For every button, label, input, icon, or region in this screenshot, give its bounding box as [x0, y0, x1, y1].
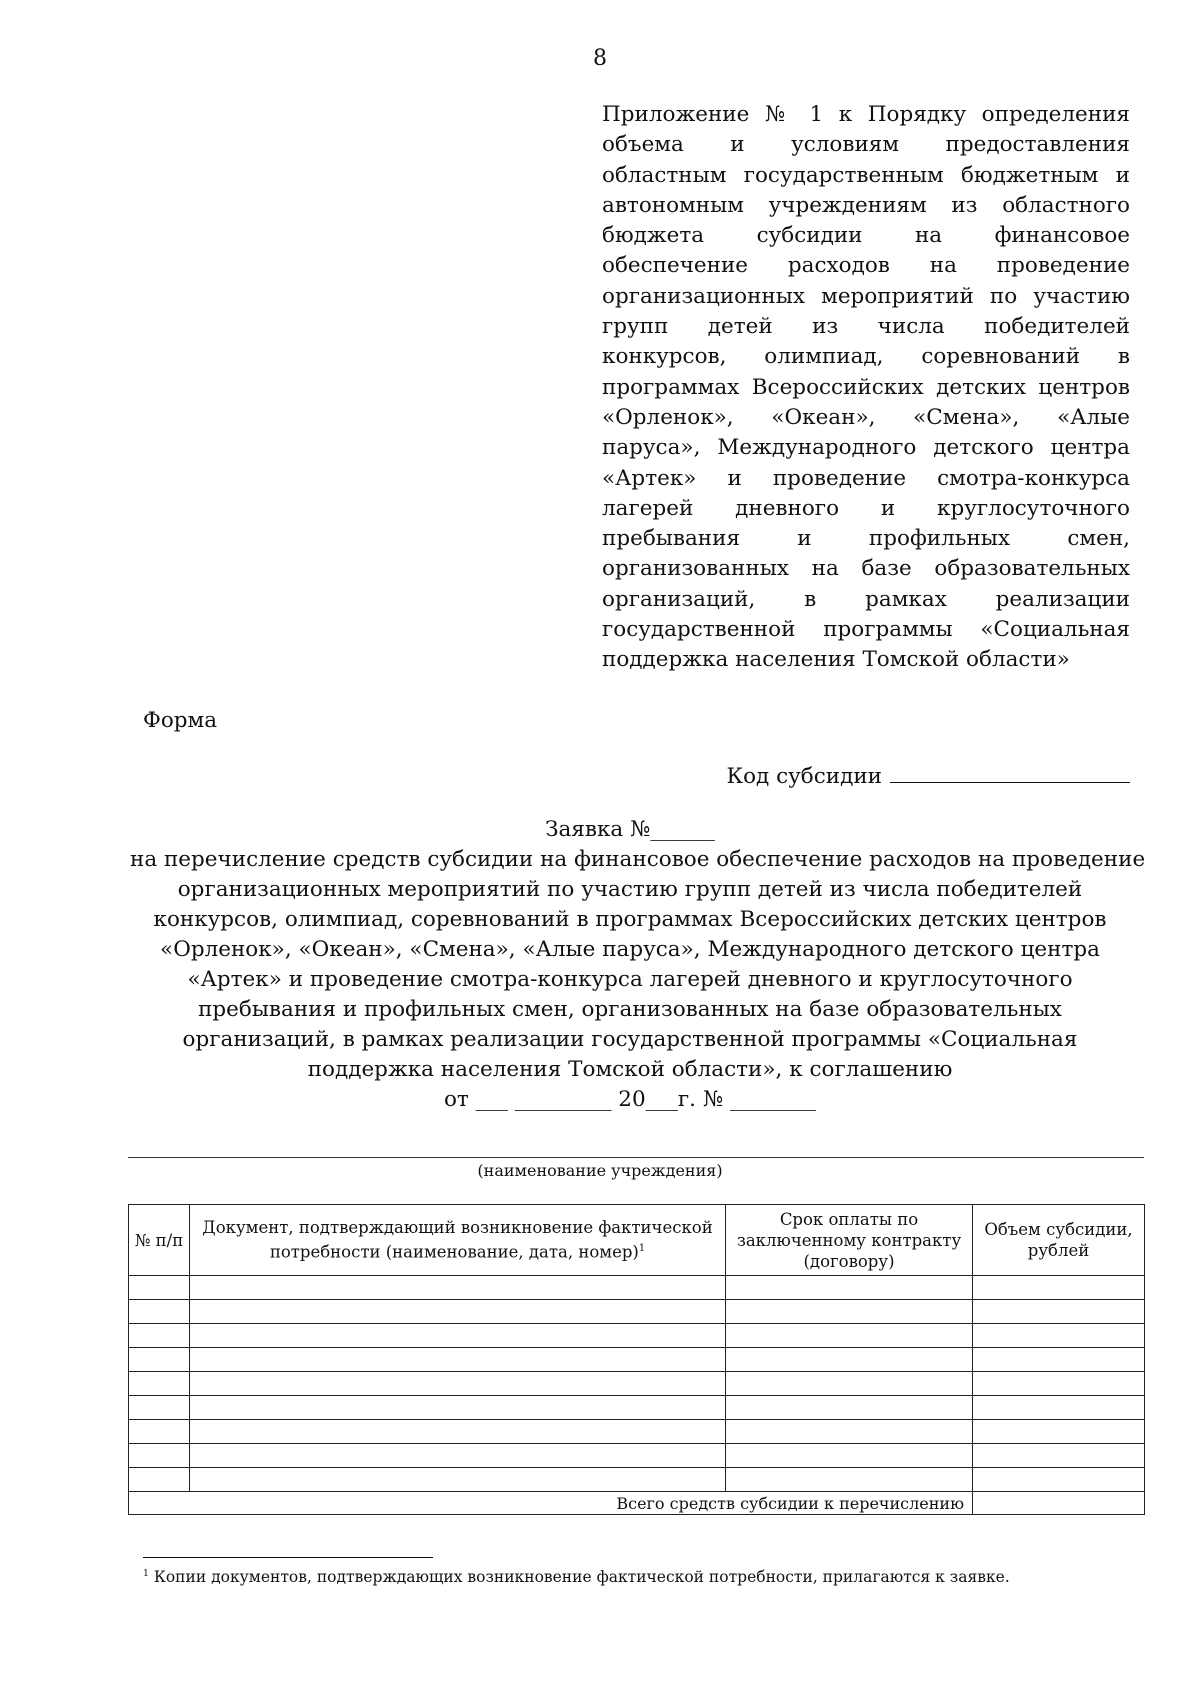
- header-footnote-mark: 1: [638, 1243, 646, 1255]
- cell-document[interactable]: [190, 1276, 726, 1300]
- cell-number[interactable]: [129, 1396, 190, 1420]
- cell-subsidy-amount[interactable]: [973, 1300, 1145, 1324]
- cell-subsidy-amount[interactable]: [973, 1444, 1145, 1468]
- table-row: [129, 1396, 1145, 1420]
- subsidy-code-blank[interactable]: [890, 760, 1130, 783]
- cell-number[interactable]: [129, 1420, 190, 1444]
- cell-subsidy-amount[interactable]: [973, 1372, 1145, 1396]
- form-label: Форма: [143, 708, 218, 733]
- cell-document[interactable]: [190, 1372, 726, 1396]
- institution-name-line[interactable]: [128, 1157, 1144, 1158]
- cell-payment-term[interactable]: [726, 1444, 973, 1468]
- application-line: «Артек» и проведение смотра-конкурса лагерей дневного и круглосуточного: [187, 967, 1073, 992]
- footnote-separator: [143, 1557, 433, 1558]
- cell-document[interactable]: [190, 1300, 726, 1324]
- subsidy-code-field: [726, 760, 1130, 789]
- table-row: [129, 1348, 1145, 1372]
- application-line: конкурсов, олимпиад, соревнований в программах Всероссийских детских центров: [153, 907, 1107, 932]
- cell-payment-term[interactable]: [726, 1348, 973, 1372]
- institution-caption: (наименование учреждения): [477, 1161, 723, 1180]
- cell-document[interactable]: [190, 1444, 726, 1468]
- cell-subsidy-amount[interactable]: [973, 1420, 1145, 1444]
- footnote-text: Копии документов, подтверждающих возникновение фактической потребности, прилагаются к заявке.: [153, 1568, 1010, 1587]
- cell-document[interactable]: [190, 1324, 726, 1348]
- cell-number[interactable]: [129, 1276, 190, 1300]
- application-line: поддержка населения Томской области», к соглашению: [307, 1057, 953, 1082]
- table-row: [129, 1324, 1145, 1348]
- application-line: пребывания и профильных смен, организованных на базе образовательных: [198, 997, 1062, 1022]
- application-line: организаций, в рамках реализации государственной программы «Социальная: [182, 1027, 1078, 1052]
- table-row: [129, 1468, 1145, 1492]
- application-title-block: [130, 815, 1146, 1115]
- cell-payment-term[interactable]: [726, 1324, 973, 1348]
- cell-payment-term[interactable]: [726, 1396, 973, 1420]
- cell-payment-term[interactable]: [726, 1300, 973, 1324]
- header-document: [190, 1205, 726, 1276]
- table-row: [129, 1444, 1145, 1468]
- application-line: организационных мероприятий по участию групп детей из числа победителей: [177, 877, 1083, 902]
- cell-subsidy-amount[interactable]: [973, 1324, 1145, 1348]
- table-row: [129, 1372, 1145, 1396]
- cell-total-amount[interactable]: [973, 1492, 1145, 1515]
- cell-payment-term[interactable]: [726, 1276, 973, 1300]
- subsidy-request-table: [128, 1204, 1145, 1515]
- cell-document[interactable]: [190, 1396, 726, 1420]
- cell-subsidy-amount[interactable]: [973, 1396, 1145, 1420]
- cell-payment-term[interactable]: [726, 1372, 973, 1396]
- cell-number[interactable]: [129, 1372, 190, 1396]
- cell-document[interactable]: [190, 1420, 726, 1444]
- header-payment-term: Срок оплаты по заключенному контракту (договору): [726, 1205, 973, 1276]
- appendix-note: Приложение № 1 к Порядку определения объема и условиям предоставления областным государственным бюджетным и автономным учреждениям из областного бюджета субсидии на финансовое обеспечение расходов на проведение организационных мероприятий по участию групп детей из числа победителей конкурсов, олимпиад, соревнований в программах Всероссийских детских центров «Орленок», «Океан», «Смена», «Алые паруса», Международного детского центра «Артек» и проведение смотра-конкурса лагерей дневного и круглосуточного пребывания и профильных смен, организованных на базе образовательных организаций, в рамках реализации государственной программы «Социальная поддержка населения Томской области»: [602, 102, 1130, 673]
- application-title: Заявка №______: [545, 817, 715, 842]
- application-line: «Орленок», «Океан», «Смена», «Алые паруса», Международного детского центра: [160, 937, 1100, 962]
- header-subsidy-amount: Объем субсидии, рублей: [973, 1205, 1145, 1276]
- total-label: Всего средств субсидии к перечислению: [129, 1492, 973, 1515]
- cell-number[interactable]: [129, 1444, 190, 1468]
- header-document-label: Документ, подтверждающий возникновение фактической потребности (наименование, дата, номер): [202, 1218, 713, 1262]
- table-row: [129, 1420, 1145, 1444]
- cell-document[interactable]: [190, 1468, 726, 1492]
- cell-subsidy-amount[interactable]: [973, 1348, 1145, 1372]
- header-number: № п/п: [129, 1205, 190, 1276]
- cell-document[interactable]: [190, 1348, 726, 1372]
- application-line: на перечисление средств субсидии на финансовое обеспечение расходов на проведение: [130, 847, 1146, 872]
- cell-subsidy-amount[interactable]: [973, 1468, 1145, 1492]
- page-number: 8: [593, 46, 607, 71]
- cell-subsidy-amount[interactable]: [973, 1276, 1145, 1300]
- cell-number[interactable]: [129, 1348, 190, 1372]
- agreement-date-line: от ___ _________ 20___г. № ________: [443, 1087, 817, 1112]
- cell-number[interactable]: [129, 1468, 190, 1492]
- table-total-row: [129, 1492, 1145, 1515]
- cell-payment-term[interactable]: [726, 1468, 973, 1492]
- table-row: [129, 1300, 1145, 1324]
- footnote: [143, 1568, 1010, 1586]
- footnote-mark: 1: [143, 1568, 149, 1579]
- table-header-row: [129, 1205, 1145, 1276]
- table-row: [129, 1276, 1145, 1300]
- cell-number[interactable]: [129, 1324, 190, 1348]
- cell-number[interactable]: [129, 1300, 190, 1324]
- subsidy-code-label: Код субсидии: [726, 764, 882, 789]
- cell-payment-term[interactable]: [726, 1420, 973, 1444]
